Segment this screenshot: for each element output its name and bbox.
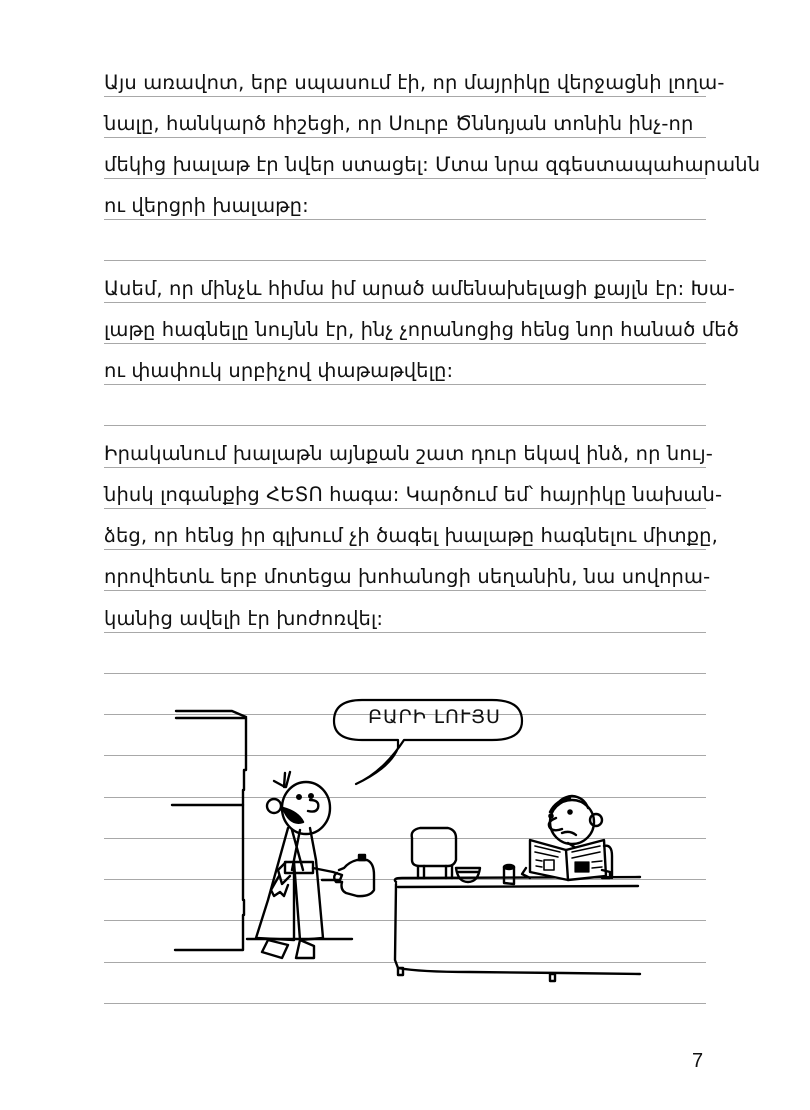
ruled-line [104, 797, 706, 798]
text-line: որովհետև երբ մոտեցա խոհանոցի սեղանին, նա սովորա- [104, 565, 711, 588]
text-line: ու վերցրի խալաթը: [104, 194, 309, 217]
text-line: Այս առավոտ, երբ սպասում էի, որ մայրիկը վերջացնի լողա- [104, 71, 725, 94]
coffee-pot [334, 855, 374, 896]
ruled-line [104, 838, 706, 839]
father [549, 796, 602, 848]
refrigerator [172, 711, 352, 950]
ruled-line [104, 425, 706, 426]
ruled-line [104, 962, 706, 963]
text-line: ու փափուկ սրբիչով փաթաթվելը: [104, 359, 454, 382]
boy-in-bathrobe [256, 772, 342, 958]
newspaper [522, 840, 612, 880]
cup [504, 865, 514, 884]
ruled-line [104, 755, 706, 756]
page-number: 7 [692, 1050, 704, 1072]
kitchen-table [395, 877, 640, 981]
text-line: լաթը հագնելը նույնն էր, ինչ չորանոցից հենց նոր հանած մեծ [104, 318, 739, 341]
ruled-line [104, 673, 706, 674]
text-line: Իրականում խալաթն այնքան շատ դուր եկավ ինձ, որ նույ- [104, 442, 713, 465]
speech-bubble-text: ԲԱՐԻ ԼՈՒՅՍ [368, 706, 501, 728]
ruled-line [104, 920, 706, 921]
ruled-line [104, 260, 706, 261]
text-line: նալը, հանկարծ հիշեցի, որ Սուրբ Ծննդյան տոնին ինչ-որ [104, 112, 694, 135]
text-line: ձեց, որ հենց իր գլխում չի ծագել խալաթը հագնելու միտքը, [104, 524, 718, 547]
text-line: կանից ավելի էր խոժոռվել: [104, 607, 384, 630]
text-line: մեկից խալաթ էր նվեր ստացել: Մտա նրա զգեստապահարանն [104, 153, 761, 176]
chair [412, 828, 456, 878]
text-line: Ասեմ, որ մինչև հիմա իմ արած ամենախելացի քայլն էր: Խա- [104, 277, 735, 300]
ruled-line [104, 879, 706, 880]
text-line: նիսկ լոգանքից ՀԵՏՈ հագա: Կարծում եմ՝ հայրիկը նախան- [104, 483, 723, 506]
ruled-line [104, 1003, 706, 1004]
